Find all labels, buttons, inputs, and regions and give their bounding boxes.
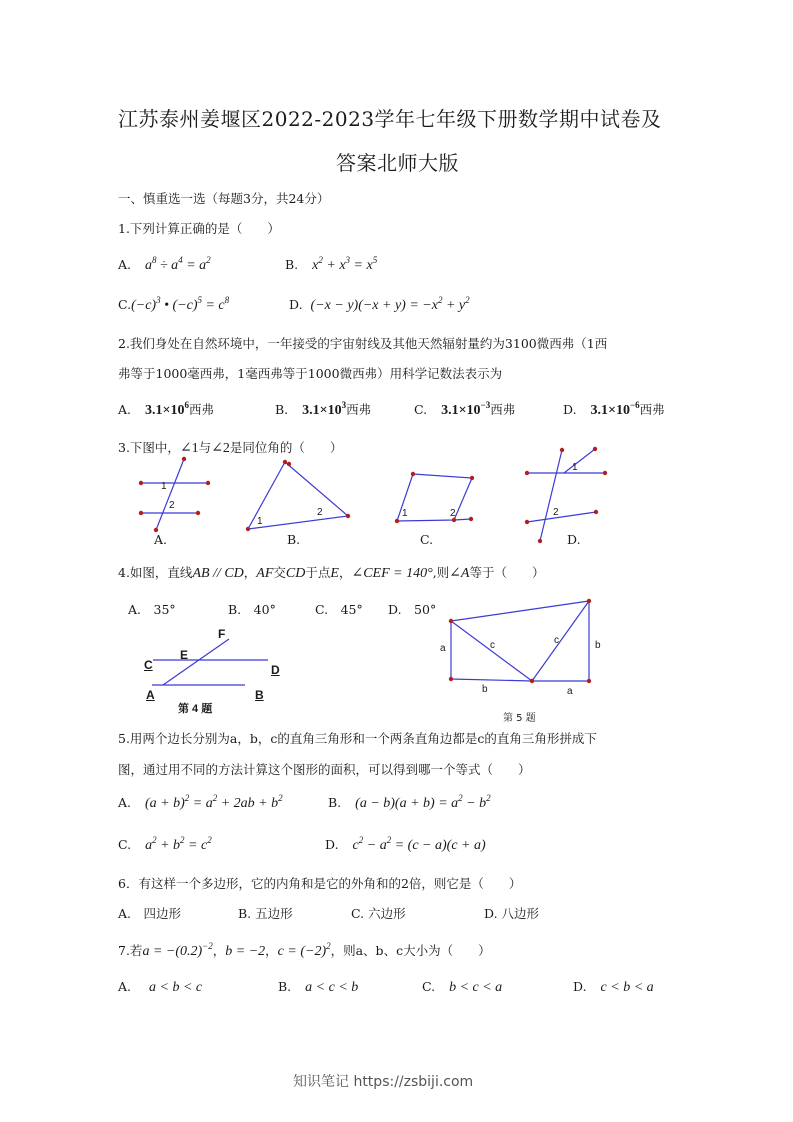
q3-d-mark-1: 1 [572,462,578,473]
q4-option-b: B. 40° [228,602,276,617]
q1-b-label: B. [285,257,299,272]
q2-stem-line-1: 2.我们身处在自然环境中，一年接受的宇宙射线及其他天然辐射量约为3100微西弗（1西 [118,336,608,351]
q1-a-label: A. [118,257,132,272]
q2-d-label: D. [563,402,577,417]
q7-option-b [278,979,358,996]
q7-stem-post: ，则a、b、c大小为（ ） [330,943,491,958]
q2-stem-line-2: 弗等于1000毫西弗，1毫西弗等于1000微西弗）用科学记数法表示为 [118,366,503,381]
title-line-2: 答案北师大版 [336,151,459,175]
q5-fig-label-c-right: c [554,635,559,646]
q4-fig-label-b: B [255,688,264,702]
q4-fig-label-f: F [218,627,226,641]
q5-option-d: D. $c^2 - a^2 = (c - a)(c + a)$ [325,835,486,853]
q6-option-a: A. 四边形 [118,906,182,921]
q5-fig-label-a-left: a [440,643,446,654]
q5-fig-caption: 第 5 题 [503,713,536,724]
q2-option-c: C. $3.1\times 10^{-3}$西弗 [414,400,516,418]
q5-b-label: B. [328,795,342,810]
q5-fig-label-a-bottom: a [567,686,573,697]
q5-stem-line-1: 5.用两个边长分别为a，b，c的直角三角形和一个两条直角边都是c的直角三角形拼成下 [118,731,597,746]
q4-angle-cef: ∠CEF = 140° [351,566,433,581]
q1-option-d: D. $(-x - y)(-x + y) = -x^2 + y^2$ [289,295,470,313]
q3-stem-post: 是同位角的（ ） [229,440,343,455]
q4-e: E [330,566,339,581]
q3-stem-mid: 与 [198,440,212,455]
q1-option-b: B. $x^2 + x^3 = x^5$ [285,255,378,273]
q3-b-mark-2: 2 [317,507,323,518]
q2-a-unit: 西弗 [188,402,214,417]
q3-angle-1: ∠1 [179,441,199,456]
q3-a-mark-1: 1 [161,481,167,492]
q2-d-unit: 西弗 [639,402,665,417]
q5-fig-label-c-left: c [490,640,495,651]
q5-option-b: B. $(a - b)(a + b) = a^2 - b^2$ [328,793,491,811]
q7-c-text: b < c < a [449,980,503,995]
q3-stem-pre: 3.下图中， [118,440,180,455]
q4-ze: ,则 [432,565,450,580]
q6-option-c: C. 六边形 [351,906,406,921]
q4-angle-a: ∠A [449,566,470,581]
q4-fig-caption: 第 4 题 [178,703,213,715]
q5-a-label: A. [118,795,132,810]
q7-option-a [118,979,202,996]
q2-option-a: A. $3.1\times 10^6$西弗 [118,400,214,418]
q3-angle-2: ∠2 [211,441,230,456]
q5-option-c: C. $a^2 + b^2 = c^2$ [118,835,212,853]
q3-fig-b-label: B. [287,532,301,547]
q1-stem: 1.下列计算正确的是（ ） [118,221,280,236]
q4-fig-label-c: C [144,658,153,672]
section-heading: 一、慎重选一选（每题3分，共24分） [118,191,330,206]
q7-d-text: c < b < a [600,980,654,995]
q7-c-label: C. [422,979,436,994]
q5-d-label: D. [325,837,339,852]
q3-fig-a-label: A. [154,532,168,547]
q1-option-a: A. $a^8 \div a^4 = a^2$ [118,255,211,273]
q7-d-label: D. [573,979,587,994]
q4-ab-cd: AB // CD [192,566,244,581]
q1-option-c: $C.(-c)^3$ • $(-c)^5 = c^8$ [118,295,230,313]
q4-comma-2: ， [338,565,352,580]
q4-jiao: 交 [273,565,286,580]
q4-af: AF [256,566,274,581]
q5-option-a: A. $(a + b)^2 = a^2 + 2ab + b^2$ [118,793,283,811]
q2-c-label: C. [414,402,428,417]
footer-watermark-link[interactable]: 知识笔记 https://zsbiji.com [293,1074,474,1090]
q3-b-mark-1: 1 [257,516,263,527]
q7-b-text: a < c < b [305,980,359,995]
q5-stem-line-2: 图，通过用不同的方法计算这个图形的面积，可以得到哪一个等式（ ） [118,762,531,777]
q7-option-d [573,979,654,996]
q7-stem: 7.若$a = -(0.2)^{-2}$，b = −2，$c = (-2)^2$，则a、b、c大小为（ ） [118,941,491,959]
q4-option-d: D. 50° [388,602,437,617]
q4-option-a: A. 35° [128,602,176,617]
q2-b-label: B. [275,402,289,417]
q6-option-d: D. 八边形 [484,906,540,921]
q4-stem-post: 等于（ ） [469,565,545,580]
q4-cd: CD [285,566,306,581]
q3-c-mark-2: 2 [450,508,456,519]
title-line-1: 江苏泰州姜堰区2022-2023学年七年级下册数学期中试卷及 [118,107,662,131]
q3-fig-c-label: C. [420,532,434,547]
q6-stem: 6．有这样一个多边形，它的内角和是它的外角和的2倍，则它是（ ） [118,876,522,891]
q2-option-b: B. $3.1\times 10^3$西弗 [275,400,372,418]
q4-yudian: 于点 [305,565,331,580]
q7-b-label: B. [278,979,292,994]
q2-option-d: D. $3.1\times 10^{-6}$西弗 [563,400,665,418]
q7-option-c [422,979,502,996]
q4-option-c: C. 45° [315,602,363,617]
q7-a-label: A. [118,979,132,994]
q7-stem-pre: 7.若 [118,943,143,958]
q1-d-label: D. [289,297,303,312]
q4-fig-label-d: D [271,663,280,677]
q5-fig-label-b-bottom: b [482,684,488,695]
q3-fig-d-label: D. [567,532,581,547]
q4-comma-1: ， [243,565,257,580]
q3-d-mark-2: 2 [553,507,559,518]
q4-stem-pre: 4.如图，直线 [118,565,193,580]
q1-c-label: C. [118,297,132,312]
q5-fig-label-b-right: b [595,640,601,651]
q4-fig-label-a: A [146,688,155,702]
q2-b-unit: 西弗 [346,402,372,417]
q6-option-b: B. 五边形 [238,906,293,921]
q4-fig-label-e: E [180,648,189,662]
q3-c-mark-1: 1 [402,508,408,519]
q7-a-text: a < b < c [149,980,203,995]
q2-c-unit: 西弗 [490,402,516,417]
q2-a-label: A. [118,402,132,417]
q3-a-mark-2: 2 [169,500,175,511]
q5-c-label: C. [118,837,132,852]
